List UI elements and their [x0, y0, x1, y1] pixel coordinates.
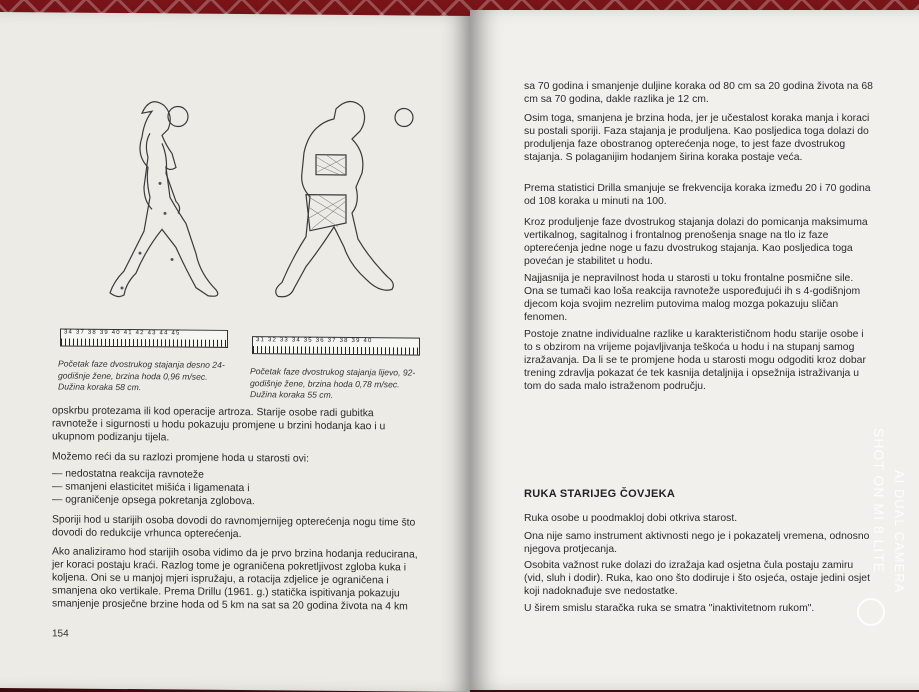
list-item: — ograničenje opsega pokretanja zglobova. — [52, 494, 255, 508]
ruler-ticks — [253, 346, 419, 354]
paragraph: opskrbu protezama ili kod operacije artroza. Starije osobe radi gubitka ravnoteže i sigurnosti u hodu pokazuju promjene u brzini hodanja kao i u ukupnom podizanju tijela. — [52, 405, 386, 444]
measurement-ruler-right: 31 32 33 34 35 36 37 38 39 40 — [252, 336, 420, 355]
list-item: — nedostatna reakcija ravnoteže — [52, 468, 204, 481]
paragraph: Kroz produljenje faze dvostrukog stajanja dolazi do pomicanja maksimuma vertikalnog, sagitalnog i frontalnog prenošenja snage na tlo iz faze opterećenja jedne noge u fazu dvostrukog stajanja. Kao posljedica toga povećan je stabilitet u hodu. — [524, 217, 868, 267]
right-page — [470, 10, 919, 690]
camera-watermark-sub: AI DUAL CAMERA — [892, 470, 907, 594]
camera-watermark: SHOT ON MI 8 LITE — [871, 428, 887, 574]
young-woman-walking-illustration — [70, 83, 240, 334]
measurement-ruler-left: 34 37 38 39 40 41 42 43 44 45 — [60, 328, 228, 347]
paragraph: Prema statistici Drilla smanjuje se frekvencija koraka između 20 i 70 godina od 108 koraka u minuti na 100. — [524, 183, 871, 207]
paragraph: Najjasnija je nepravilnost hoda u starosti u toku frontalne posmične sile. Ona se tumači kao loša reakcija ravnoteže uspoređujući ih s 4-godišnjom djecom koja svojim nezrelim putovima malog mozga pokazuju sličan fenomen. — [524, 273, 861, 323]
list-item: — smanjeni elasticitet mišića i ligamenata i — [52, 481, 250, 495]
figure-caption-left: Početak faze dvostrukog stajanja desno 24-godišnje žene, brzina hoda 0,96 m/sec. Dužina koraka 58 cm. — [58, 358, 225, 393]
reasons-list — [52, 467, 420, 509]
left-page — [0, 12, 470, 692]
camera-logo-icon — [857, 598, 885, 626]
page-number: 154 — [52, 628, 69, 640]
paragraph: Možemo reći da su razlozi promjene hoda u starosti ovi: — [52, 451, 309, 465]
paragraph: Osobita važnost ruke dolazi do izražaja kad osjetna čula postaju zamiru (vid, sluh i dodir). Ruka, kao ono što dodiruje i što osjeća, ostaje jedini osjet koji nadoknađuje sve nedostatke. — [524, 560, 870, 597]
paragraph: Ako analiziramo hod starijih osoba vidimo da je prvo brzina hodanja reducirana, jer koraci postaju kraći. Razlog tome je ograničena pokretljivost zgloba kuka i koljena. Oni se u manjoj mjeri ispružaju, a rotacija zdjelice je ograničena i smanjena oko vertikale. Prema Drillu (1961. g.) statička ispitivanja pokazuju smanjenje prosječne brzine hoda od 5 km na sat sa 20 godina života na 4 km — [52, 546, 418, 613]
paragraph: U širem smislu staračka ruka se smatra "inaktivitetnom rukom". — [524, 603, 815, 614]
paragraph: Ruka osobe u poodmakloj dobi otkriva starost. — [524, 513, 738, 524]
ruler-ticks — [61, 338, 227, 346]
figure-caption-right: Početak faze dvostrukog stajanja lijevo, 92-godišnje žene, brzina hoda 0,78 m/sec. Dužina koraka 55 cm. — [250, 366, 416, 400]
paragraph: Sporiji hod u starijih osoba dovodi do ravnomjernijeg opterećenja nogu time što dovodi do redukcije vrhunca opterećenja. — [52, 514, 416, 541]
paragraph: Ona nije samo instrument aktivnosti nego je i pokazatelj vremena, odnosno njegova protjecanja. — [524, 531, 870, 555]
paragraph: Osim toga, smanjena je brzina hoda, jer je učestalost koraka manja i koraci su postali sporiji. Faza stajanja je produljena. Kao posljedica toga dolazi do produljenja faze obostranog opterećenja noge, to jest faze dvostrukog stajanja. S polaganijim hodanjem širina koraka postaje veća. — [524, 113, 870, 163]
elderly-woman-walking-illustration — [256, 94, 426, 340]
paragraph: sa 70 godina i smanjenje duljine koraka od 80 cm sa 20 godina života na 68 cm sa 70 godina, dakle razlika je 12 cm. — [524, 81, 873, 105]
paragraph: Postoje znatne individualne razlike u karakterističnom hodu starije osobe i to s obzirom na vrijeme pojavljivanja teškoća u hodu i na stupanj samog izražavanja. Da li se te promjene hoda u starosti mogu odgoditi kroz dobar trening zdravlja pokazat će tek kasnija detaljnija i opsežnija istraživanja u tom do sada malo istraženom području. — [524, 329, 866, 392]
section-heading: RUKA STARIJEG ČOVJEKA — [524, 488, 676, 500]
